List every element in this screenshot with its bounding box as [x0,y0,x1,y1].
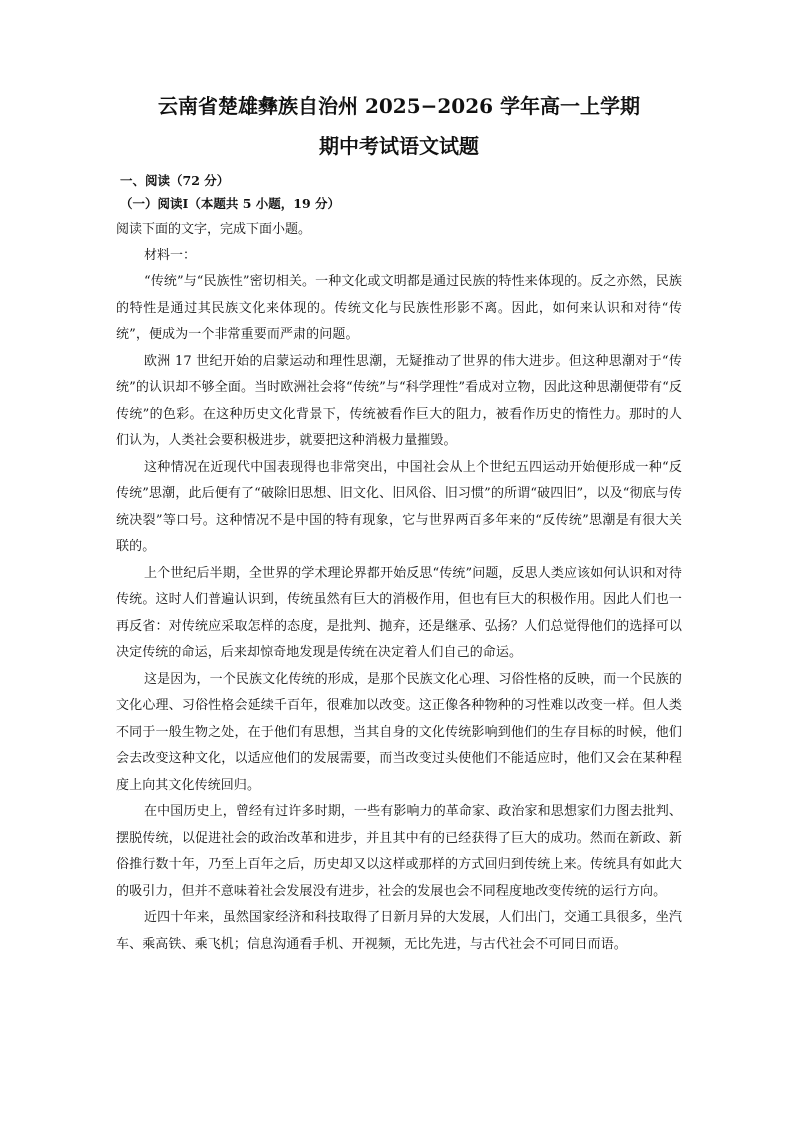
exam-title-line-2: 期中考试语文试题 [319,134,479,158]
paragraph: 上个世纪后半期，全世界的学术理论界都开始反思“传统”问题，反思人类应该如何认识和对待传统。这时人们普遍认识到，传统虽然有巨大的消极作用，但也有巨大的积极作用。因此人们也一再反省：对传统应采取怎样的态度，是批判、抛弃，还是继承、弘扬？人们总觉得他们的选择可以决定传统的命运，后来却惊奇地发现是传统在决定着人们自己的命运。 [116,565,682,660]
material-label: 材料一： [144,248,197,263]
subsection-heading-reading-1: （一）阅读Ⅰ（本题共 5 小题，19 分） [120,196,340,211]
paragraph: “传统”与“民族性”密切相关。一种文化或文明都是通过民族的特性来体现的。反之亦然，民族的特性是通过其民族文化来体现的。传统文化与民族性形影不离。因此，如何来认识和对待“传统”，便成为一个非常重要而严肃的问题。 [116,274,682,342]
instruction-text: 阅读下面的文字，完成下面小题。 [116,222,312,237]
paragraph: 在中国历史上，曾经有过许多时期，一些有影响力的革命家、政治家和思想家们力图去批判、摆脱传统，以促进社会的政治改革和进步，并且其中有的已经获得了巨大的成功。然而在新政、新俗推行数十年，乃至上百年之后，历史却又以这样或那样的方式回归到传统上来。传统具有如此大的吸引力，但并不意味着社会发展没有进步，社会的发展也会不同程度地改变传统的运行方向。 [116,804,682,899]
section-heading-reading: 一、阅读（72 分） [120,173,230,188]
paragraph: 这种情况在近现代中国表现得也非常突出，中国社会从上个世纪五四运动开始便形成一种“反传统”思潮，此后便有了“破除旧思想、旧文化、旧风俗、旧习惯”的所谓“破四旧”，以及“彻底与传统决裂”等口号。这种情况不是中国的特有现象，它与世界两百多年来的“反传统”思潮是有很大关联的。 [116,459,682,554]
paragraph: 这是因为，一个民族文化传统的形成，是那个民族文化心理、习俗性格的反映，而一个民族的文化心理、习俗性格会延续千百年，很难加以改变。这正像各种物种的习性难以改变一样。但人类不同于一般生物之处，在于他们有思想，当其自身的文化传统影响到他们的生存目标的时候，他们会去改变这种文化，以适应他们的发展需要，而当改变过头使他们不能适应时，他们又会在某种程度上向其文化传统回归。 [116,671,682,793]
paragraph: 欧洲 17 世纪开始的启蒙运动和理性思潮，无疑推动了世界的伟大进步。但这种思潮对于“传统”的认识却不够全面。当时欧洲社会将“传统”与“科学理性”看成对立物，因此这种思潮便带有“反传统”的色彩。在这种历史文化背景下，传统被看作巨大的阻力，被看作历史的惰性力。那时的人们认为，人类社会要积极进步，就要把这种消极力量摧毁。 [116,353,682,448]
exam-title-line-1: 云南省楚雄彝族自治州 2025−2026 学年高一上学期 [157,94,640,118]
paragraph: 近四十年来，虽然国家经济和科技取得了日新月异的大发展，人们出门，交通工具很多，坐汽车、乘高铁、乘飞机；信息沟通看手机、开视频，无比先进，与古代社会不可同日而语。 [116,910,682,952]
